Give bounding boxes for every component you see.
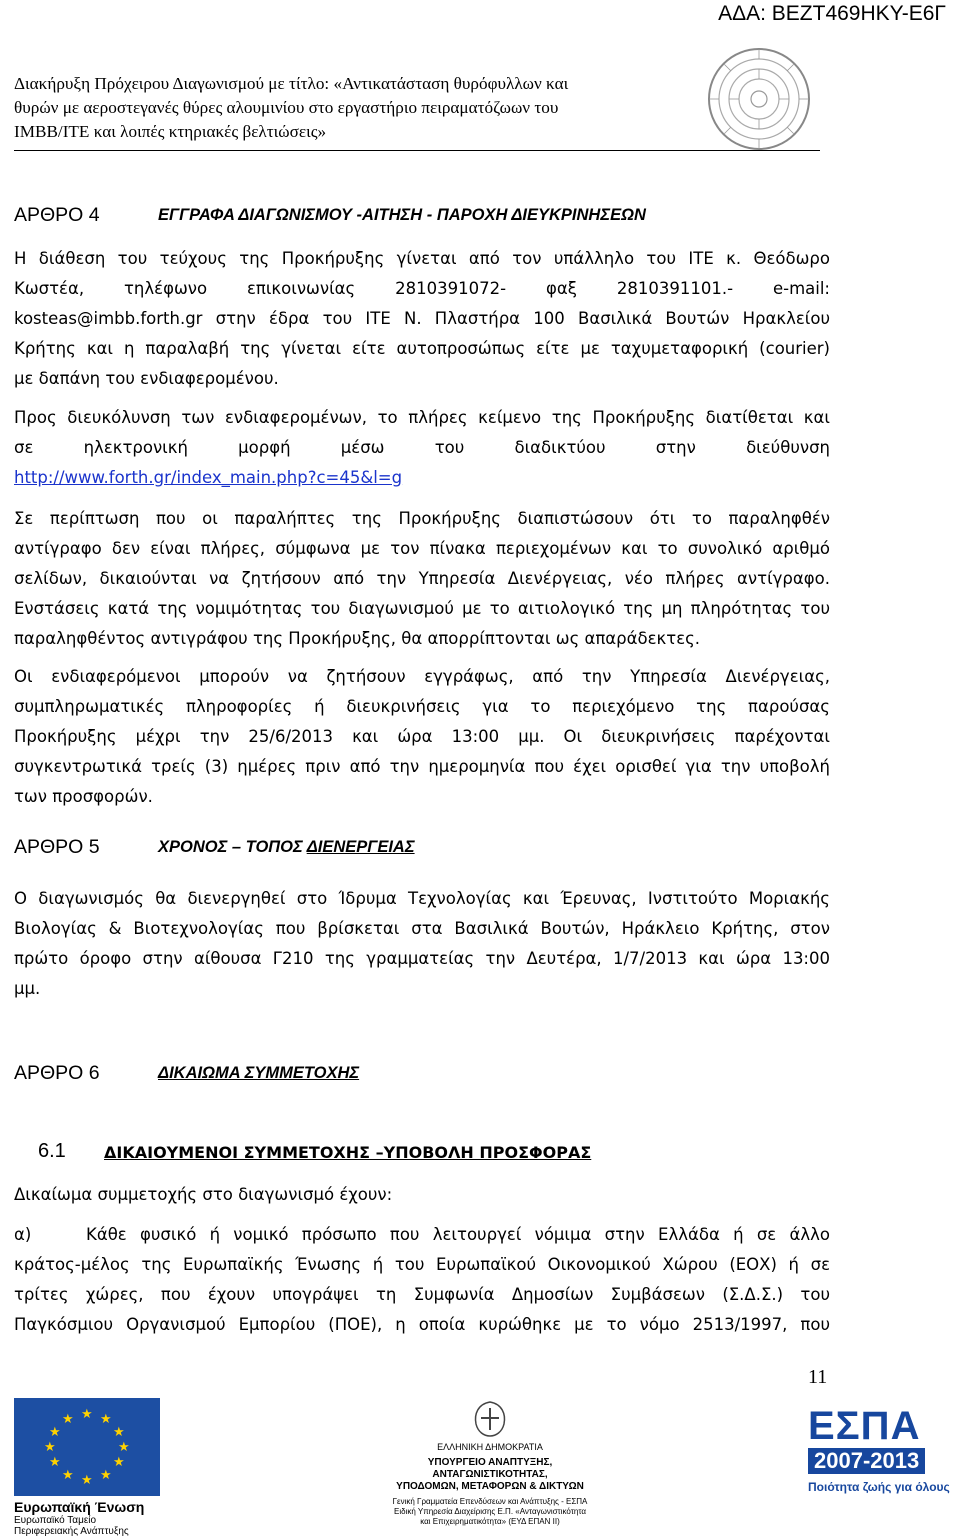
text-line: σελίδων, δικαιούνται να ζητήσουν από την Υπηρεσία Διενέργειας, νέο πλήρες αντίγραφο. bbox=[14, 569, 830, 588]
ministry-line: ΥΠΟΔΟΜΩΝ, ΜΕΤΑΦΟΡΩΝ & ΔΙΚΤΥΩΝ bbox=[396, 1481, 584, 1492]
ministry-logo bbox=[370, 1398, 610, 1526]
text-line: μμ. bbox=[14, 979, 41, 998]
header-line: Διακήρυξη Πρόχειρου Διαγωνισμού με τίτλο: «Αντικατάσταση θυρόφυλλων και bbox=[14, 74, 569, 93]
secretariat-line: και Επιχειρηματικότητα» (ΕΥΔ ΕΠΑΝ ΙΙ) bbox=[420, 1517, 560, 1526]
article-4-paragraph-1 bbox=[14, 244, 830, 394]
text-line: Βιολογίας & Βιοτεχνολογίας που βρίσκεται στα Βασιλικά Βουτών, Ηράκλειο Κρήτης, στον bbox=[14, 919, 830, 938]
text-line: κράτος-μέλος της Ευρωπαϊκής Ένωσης ή του Ευρωπαϊκού Οικονομικού Χώρου (ΕΟΧ) ή σε bbox=[14, 1255, 830, 1274]
article-5-paragraph-1 bbox=[14, 884, 830, 1004]
text-line: Προς διευκόλυνση των ενδιαφερομένων, το πλήρες κείμενο της Προκήρυξης διατίθεται και bbox=[14, 408, 830, 427]
page-number: 11 bbox=[808, 1366, 828, 1388]
article-6-intro bbox=[14, 1180, 830, 1210]
item-a-label: α) bbox=[14, 1225, 32, 1244]
article-6-title: ΔΙΚΑΙΩΜΑ ΣΥΜΜΕΤΟΧΗΣ bbox=[158, 1064, 360, 1082]
article-5-title-part: ΧΡΟΝΟΣ – ΤΟΠΟΣ bbox=[158, 838, 307, 856]
text-line: Δικαίωμα συμμετοχής στο διαγωνισμό έχουν: bbox=[14, 1185, 393, 1204]
document-header bbox=[14, 72, 664, 144]
section-6-1-title: ΔΙΚΑΙΟΥΜΕΝΟΙ ΣΥΜΜΕΤΟΧΗΣ –ΥΠΟΒΟΛΗ ΠΡΟΣΦΟΡΑΣ bbox=[104, 1143, 592, 1162]
text-line bbox=[14, 463, 830, 493]
espa-logo-text: ΕΣΠΑ bbox=[808, 1404, 921, 1448]
secretariat-line: Ειδική Υπηρεσία Διαχείρισης Ε.Π. «Ανταγωνιστικότητα bbox=[393, 1507, 586, 1516]
header-line: θυρών με αεροστεγανές θύρες αλουμινίου στο εργαστήριο πειραματόζωων του bbox=[14, 98, 559, 117]
espa-years: 2007-2013 bbox=[808, 1448, 925, 1474]
ada-code: ΑΔΑ: ΒΕΖΤ469ΗΚΥ-Ε6Γ bbox=[718, 2, 946, 25]
article-4-title: ΕΓΓΡΑΦΑ ΔΙΑΓΩΝΙΣΜΟΥ -ΑΙΤΗΣΗ - ΠΑΡΟΧΗ ΔΙΕΥΚΡΙΝΗΣΕΩΝ bbox=[158, 206, 646, 224]
text-line: των προσφορών. bbox=[14, 787, 153, 806]
text-line: Παγκόσμιου Οργανισμού Εμπορίου (ΠΟΕ), η οποία κυρώθηκε με το νόμο 2513/1997, που bbox=[14, 1315, 830, 1334]
text-line: πρώτο όροφο στην αίθουσα Γ210 της γραμματείας την Δευτέρα, 1/7/2013 και ώρα 13:00 bbox=[14, 949, 830, 968]
text-line: Προκήρυξης μέχρι την 25/6/2013 και ώρα 13:00 μμ. Οι διευκρινήσεις παρέχονται bbox=[14, 727, 830, 746]
text-line: με δαπάνη του ενδιαφερομένου. bbox=[14, 369, 279, 388]
text-line: Η διάθεση του τεύχους της Προκήρυξης γίνεται από τον υπάλληλο του ΙΤΕ κ. Θεόδωρο bbox=[14, 249, 830, 268]
header-divider bbox=[14, 150, 820, 151]
eu-logo bbox=[14, 1398, 176, 1537]
espa-tagline: Ποιότητα ζωής για όλους bbox=[808, 1480, 950, 1494]
phaistos-disc-seal-icon bbox=[702, 46, 816, 152]
forth-website-link[interactable]: http://www.forth.gr/index_main.php?c=45&l=g bbox=[14, 468, 403, 487]
espa-logo bbox=[808, 1404, 954, 1516]
text-line: Κάθε φυσικό ή νομικό πρόσωπο που λειτουργεί νόμιμα στην Ελλάδα ή σε άλλο bbox=[86, 1225, 830, 1244]
eu-fund-line: Ευρωπαϊκό Ταμείο bbox=[14, 1515, 97, 1526]
ministry-line: ΥΠΟΥΡΓΕΙΟ ΑΝΑΠΤΥΞΗΣ, ΑΝΤΑΓΩΝΙΣΤΙΚΟΤΗΤΑΣ, bbox=[427, 1457, 553, 1480]
text-line: τρίτες χώρες, που έχουν υπογράψει τη Συμφωνία Δημοσίων Συμβάσεων (Σ.Δ.Σ.) του bbox=[14, 1285, 830, 1304]
article-4-paragraph-4 bbox=[14, 662, 830, 812]
eu-title: Ευρωπαϊκή Ένωση bbox=[14, 1499, 145, 1515]
article-4-paragraph-2 bbox=[14, 403, 830, 493]
article-6-number: ΑΡΘΡΟ 6 bbox=[14, 1062, 100, 1084]
section-6-1-number: 6.1 bbox=[38, 1140, 66, 1162]
eu-flag-icon: ★ ★ ★ ★ ★ ★ ★ ★ ★ ★ ★ ★ bbox=[14, 1398, 160, 1496]
republic-label: ΕΛΛΗΝΙΚΗ ΔΗΜΟΚΡΑΤΙΑ bbox=[437, 1442, 543, 1452]
text-line: Ενστάσεις κατά της νομιμότητας του διαγωνισμού με το αιτιολογικό της μη πληρότητας του bbox=[14, 599, 830, 618]
text-line: Ο διαγωνισμός θα διενεργηθεί στο Ίδρυμα Τεχνολογίας και Έρευνας, Ινστιτούτο Μοριακής bbox=[14, 889, 830, 908]
text-line: σε ηλεκτρονική μορφή μέσω του διαδικτύου στην διεύθυνση bbox=[14, 438, 830, 457]
article-4-paragraph-3 bbox=[14, 504, 830, 654]
header-line: ΙΜΒΒ/ΙΤΕ και λοιπές κτηριακές βελτιώσεις» bbox=[14, 122, 327, 141]
article-5-title bbox=[158, 838, 415, 857]
greek-emblem-icon bbox=[370, 1398, 610, 1438]
secretariat-line: Γενική Γραμματεία Επενδύσεων και Ανάπτυξης - ΕΣΠΑ bbox=[392, 1497, 588, 1506]
article-4-number: ΑΡΘΡΟ 4 bbox=[14, 204, 100, 226]
text-line: Κωστέα, τηλέφωνο επικοινωνίας 2810391072- φαξ 2810391101.- e-mail: bbox=[14, 279, 830, 298]
article-5-number: ΑΡΘΡΟ 5 bbox=[14, 836, 100, 858]
text-line: συμπληρωματικές πληροφορίες ή διευκρινήσεις για το περιεχόμενο της παρούσας bbox=[14, 697, 830, 716]
article-6-item-a bbox=[14, 1220, 830, 1340]
text-line: Κρήτης και η παραλαβή της γίνεται είτε αυτοπροσώπως είτε με ταχυμεταφορική (courier) bbox=[14, 339, 830, 358]
text-line: συγκεντρωτικά τρείς (3) ημέρες πριν από την ημερομηνία που έχει ορισθεί για την υποβολή bbox=[14, 757, 830, 776]
text-line: Σε περίπτωση που οι παραλήπτες της Προκήρυξης διαπιστώσουν ότι το παραληφθέν bbox=[14, 509, 830, 528]
eu-fund-line: Περιφερειακής Ανάπτυξης bbox=[14, 1526, 129, 1537]
text-line: Οι ενδιαφερόμενοι μπορούν να ζητήσουν εγγράφως, από την Υπηρεσία Διενέργειας, bbox=[14, 667, 830, 686]
text-line: αντίγραφο δεν είναι πλήρες, σύμφωνα με τον πίνακα περιεχομένων και το συνολικό αριθμό bbox=[14, 539, 830, 558]
text-line: παραληφθέντος αντιγράφου της Προκήρυξης, θα απορρίπτονται ως απαράδεκτες. bbox=[14, 629, 701, 648]
article-5-title-underlined: ΔΙΕΝΕΡΓΕΙΑΣ bbox=[306, 838, 415, 856]
text-line: kosteas@imbb.forth.gr στην έδρα του ΙΤΕ Ν. Πλαστήρα 100 Βασιλικά Βουτών Ηρακλείου bbox=[14, 309, 830, 328]
